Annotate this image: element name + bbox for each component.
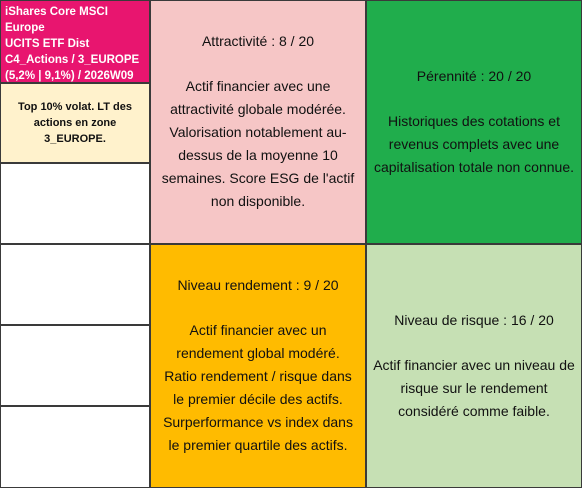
asset-stats-week: (5,2% | 9,1%) / 2026W09	[5, 70, 134, 82]
perennite-title: Pérennité : 20 / 20	[416, 67, 532, 84]
perennite-body: Historiques des cotations et revenus complets avec une capitalisation totale non connue.	[373, 112, 575, 175]
risque-title: Niveau de risque : 16 / 20	[394, 311, 554, 328]
perennite-card	[366, 0, 582, 244]
empty-cell	[0, 244, 150, 325]
attractivite-card	[150, 0, 366, 244]
asset-name-line1: iShares Core MSCI Europe	[5, 6, 108, 34]
volatility-note	[0, 83, 150, 163]
volatility-note-text: Top 10% volat. LT des actions en zone 3_EUROPE.	[18, 101, 132, 145]
rendement-card	[150, 244, 366, 488]
asset-name-line2: UCITS ETF Dist	[5, 38, 90, 50]
empty-cell	[0, 325, 150, 406]
asset-category: C4_Actions / 3_EUROPE	[5, 54, 140, 66]
attractivite-title: Attractivité : 8 / 20	[201, 33, 315, 49]
attractivite-body: Actif financier avec une attractivité globale modérée. Valorisation notablement au-dessus de la moyenne 10 semaines. Score ESG de l'actif non disponible.	[161, 78, 355, 209]
empty-cell	[0, 163, 150, 244]
risque-body: Actif financier avec un niveau de risque sur le rendement considéré comme faible.	[373, 356, 575, 419]
risque-card	[366, 244, 582, 488]
rendement-body: Actif financier avec un rendement global modéré. Ratio rendement / risque dans le premier décile des actifs. Surperformance vs index dans le premier quartile des actifs.	[163, 322, 353, 453]
asset-title	[0, 0, 150, 83]
rendement-title: Niveau rendement : 9 / 20	[177, 277, 339, 293]
empty-cell	[0, 406, 150, 488]
